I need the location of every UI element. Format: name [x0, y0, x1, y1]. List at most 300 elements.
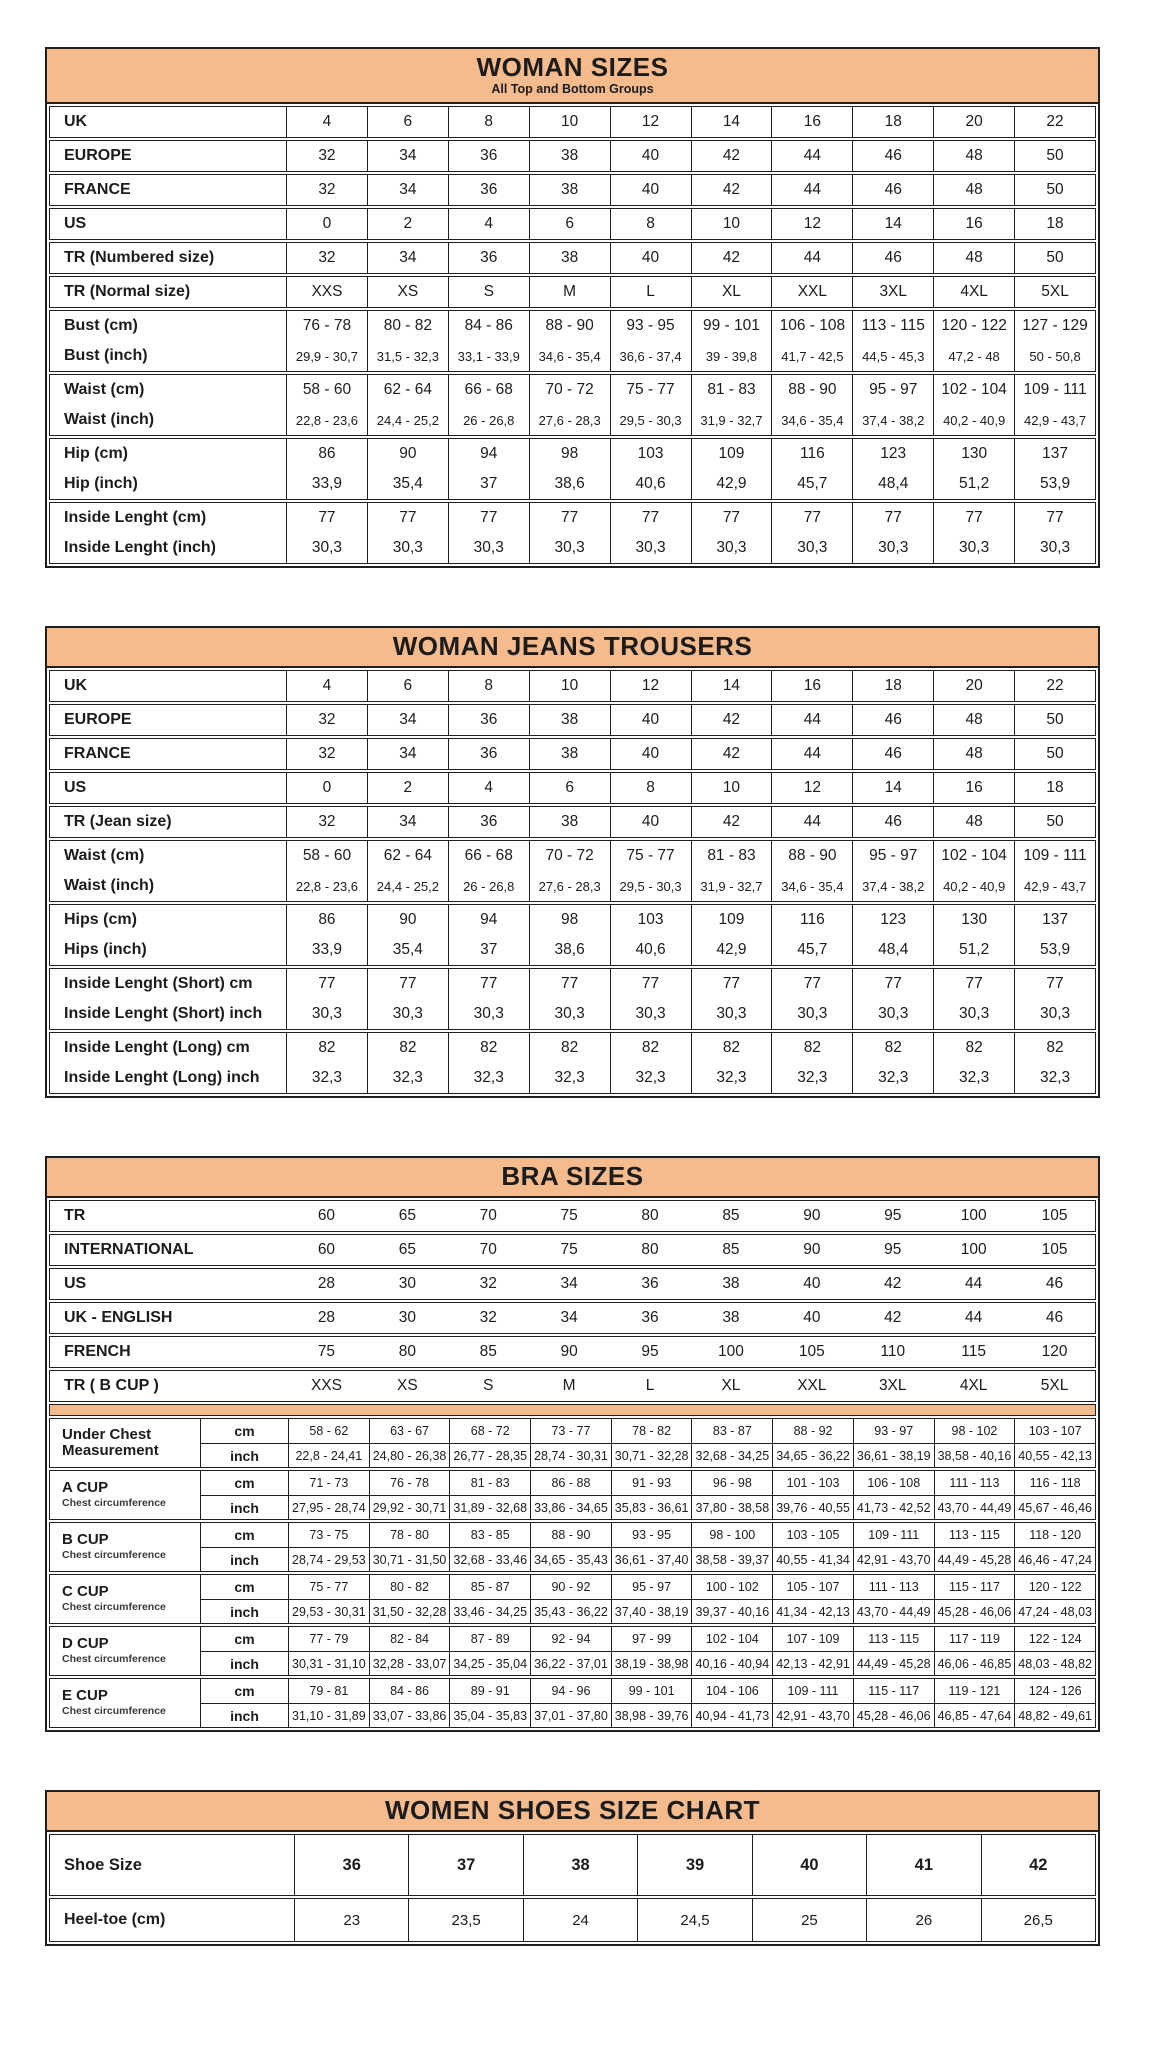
value-cell: 100: [960, 1241, 987, 1258]
value-cell: 88 - 90: [529, 311, 610, 341]
value-cell: 90 - 92: [530, 1575, 611, 1599]
value-cell: 102 - 104: [691, 1627, 772, 1651]
value-cell: 86: [286, 439, 367, 469]
table-row-group: [49, 806, 1096, 838]
row-label: Hips (inch): [64, 941, 147, 958]
row-label: TR (Numbered size): [64, 249, 215, 266]
unit-label: inch: [200, 1443, 288, 1467]
woman-sizes-header: [47, 49, 1098, 104]
value-cell: 77: [367, 969, 448, 999]
value-cell: 118 - 120: [1014, 1523, 1095, 1547]
value-cell: 30,31 - 31,10: [288, 1651, 369, 1675]
value-cell: 53,9: [1014, 469, 1095, 499]
value-cell: 71 - 73: [288, 1471, 369, 1495]
value-cell: 44,49 - 45,28: [934, 1547, 1015, 1571]
row-label: TR: [64, 1207, 86, 1224]
value-cell: 33,9: [286, 469, 367, 499]
value-cell: 32,3: [691, 1063, 772, 1093]
value-cell: 32,3: [933, 1063, 1014, 1093]
value-cell: 93 - 95: [611, 1523, 692, 1547]
value-cell: XS: [367, 277, 448, 307]
value-cell: XL: [691, 277, 772, 307]
value-cell: 29,5 - 30,3: [610, 405, 691, 435]
value-cell: 8: [610, 773, 691, 803]
value-cell: 32,3: [286, 1063, 367, 1093]
cup-label: [50, 1575, 200, 1623]
value-cell: 42,91 - 43,70: [772, 1703, 853, 1727]
cup-label: [50, 1627, 200, 1675]
value-cell: 40: [610, 175, 691, 205]
value-cell: 81 - 83: [449, 1471, 530, 1495]
value-cell: 86: [286, 905, 367, 935]
value-cell: 48: [933, 739, 1014, 769]
value-cell: 40,55 - 41,34: [772, 1547, 853, 1571]
value-cell: 48: [933, 141, 1014, 171]
table-row-group: [49, 1234, 1096, 1266]
value-cell: 58 - 60: [286, 375, 367, 405]
value-cell: 30,3: [1014, 999, 1095, 1029]
value-cell: 50 - 50,8: [1014, 341, 1095, 371]
value-cell: 81 - 83: [691, 375, 772, 405]
value-cell: 4: [286, 671, 367, 701]
row-label: Inside Lenght (Short) cm: [64, 975, 253, 992]
value-cell: 45,28 - 46,06: [853, 1703, 934, 1727]
value-cell: 88 - 90: [771, 375, 852, 405]
table-row-group: [49, 1834, 1096, 1896]
value-cell: 38,98 - 39,76: [611, 1703, 692, 1727]
value-cell: 40: [610, 243, 691, 273]
value-cell: L: [610, 277, 691, 307]
value-cell: 31,5 - 32,3: [367, 341, 448, 371]
value-cell: 38: [529, 141, 610, 171]
value-cell: 46,46 - 47,24: [1014, 1547, 1095, 1571]
value-cell: 42: [691, 243, 772, 273]
value-cell: 104 - 106: [691, 1679, 772, 1703]
value-cell: 44: [965, 1275, 983, 1292]
value-cell: 30,3: [529, 533, 610, 563]
value-cell: 50: [1014, 141, 1095, 171]
table-row-group: [49, 242, 1096, 274]
value-cell: 137: [1014, 905, 1095, 935]
table-row-group: [49, 1268, 1096, 1300]
value-cell: 14: [852, 209, 933, 239]
value-cell: 78 - 82: [611, 1419, 692, 1443]
value-cell: 41,7 - 42,5: [771, 341, 852, 371]
value-cell: 77: [852, 969, 933, 999]
separator-strip: [49, 1404, 1096, 1416]
cup-row-group: [49, 1522, 1096, 1572]
woman-sizes-title: WOMAN SIZES: [476, 52, 669, 82]
row-label: US: [64, 215, 87, 232]
value-cell: 98: [529, 905, 610, 935]
cup-row-group: [49, 1574, 1096, 1624]
row-label: Hip (inch): [64, 475, 138, 492]
value-cell: 40: [610, 141, 691, 171]
value-cell: 105: [798, 1343, 825, 1360]
value-cell: S: [448, 277, 529, 307]
value-cell: 42: [691, 807, 772, 837]
table-row-group: [49, 276, 1096, 308]
unit-label: cm: [200, 1679, 288, 1703]
value-cell: 38: [523, 1835, 637, 1895]
value-cell: 99 - 101: [691, 311, 772, 341]
value-cell: 28: [317, 1275, 336, 1292]
value-cell: 18: [852, 671, 933, 701]
row-label: Inside Lenght (Long) cm: [64, 1039, 250, 1056]
value-cell: 0: [286, 209, 367, 239]
row-label: UK - ENGLISH: [64, 1309, 173, 1326]
value-cell: 70: [479, 1207, 497, 1224]
value-cell: 36,6 - 37,4: [610, 341, 691, 371]
value-cell: 124 - 126: [1014, 1679, 1095, 1703]
value-cell: 48: [933, 175, 1014, 205]
value-cell: 32: [479, 1275, 497, 1292]
value-cell: 28,74 - 30,31: [530, 1443, 611, 1467]
value-cell: 38,58 - 39,37: [691, 1547, 772, 1571]
value-cell: 30,3: [771, 533, 852, 563]
women-shoes-size-chart-table: [45, 1790, 1100, 1946]
value-cell: 30,3: [933, 533, 1014, 563]
value-cell: 87 - 89: [449, 1627, 530, 1651]
value-cell: 35,04 - 35,83: [449, 1703, 530, 1727]
value-cell: 44: [771, 705, 852, 735]
value-cell: 46: [852, 175, 933, 205]
value-cell: 93 - 95: [610, 311, 691, 341]
row-label: INTERNATIONAL: [64, 1241, 194, 1258]
value-cell: 94: [448, 439, 529, 469]
value-cell: 30,3: [852, 533, 933, 563]
table-row-group: [49, 208, 1096, 240]
value-cell: XL: [721, 1377, 741, 1394]
value-cell: 97 - 99: [611, 1627, 692, 1651]
value-cell: 94: [448, 905, 529, 935]
value-cell: 109 - 111: [1014, 375, 1095, 405]
table-row-group: [49, 174, 1096, 206]
value-cell: 100: [718, 1343, 744, 1360]
value-cell: 42: [691, 175, 772, 205]
value-cell: 82: [933, 1033, 1014, 1063]
table-row-group: [49, 670, 1096, 702]
row-label: US: [64, 1275, 87, 1292]
value-cell: 18: [1014, 209, 1095, 239]
value-cell: XXL: [797, 1377, 827, 1394]
value-cell: 34,65 - 35,43: [530, 1547, 611, 1571]
row-label: Bust (inch): [64, 347, 148, 364]
value-cell: 10: [529, 107, 610, 137]
value-cell: 103: [610, 905, 691, 935]
value-cell: 38,6: [529, 935, 610, 965]
value-cell: 82: [1014, 1033, 1095, 1063]
value-cell: 77: [529, 503, 610, 533]
value-cell: 77: [448, 503, 529, 533]
value-cell: L: [645, 1377, 655, 1394]
table-row-group: [49, 1336, 1096, 1368]
value-cell: 12: [771, 209, 852, 239]
value-cell: 109: [691, 905, 772, 935]
value-cell: 34: [560, 1309, 578, 1326]
cup-label-main: C CUP: [62, 1582, 109, 1600]
value-cell: 85 - 87: [449, 1575, 530, 1599]
value-cell: 25: [752, 1899, 866, 1941]
value-cell: 42: [691, 141, 772, 171]
value-cell: 38,6: [529, 469, 610, 499]
cup-label-main: D CUP: [62, 1634, 109, 1652]
value-cell: 77: [771, 969, 852, 999]
value-cell: 37: [408, 1835, 522, 1895]
value-cell: 77: [1014, 969, 1095, 999]
value-cell: 26,5: [981, 1899, 1095, 1941]
value-cell: 39: [637, 1835, 751, 1895]
value-cell: 100 - 102: [691, 1575, 772, 1599]
row-label: Inside Lenght (Long) inch: [64, 1069, 260, 1086]
value-cell: 32,28 - 33,07: [369, 1651, 450, 1675]
value-cell: 113 - 115: [934, 1523, 1015, 1547]
table-row-group: [49, 904, 1096, 966]
value-cell: 123: [852, 439, 933, 469]
value-cell: 28,74 - 29,53: [288, 1547, 369, 1571]
value-cell: 44,49 - 45,28: [853, 1651, 934, 1675]
value-cell: 30: [398, 1309, 416, 1326]
table-row-group: [49, 1200, 1096, 1232]
cup-label: [50, 1523, 200, 1571]
value-cell: 3XL: [878, 1377, 907, 1394]
value-cell: 30,71 - 31,50: [369, 1547, 450, 1571]
woman-jeans-trousers-table: [45, 626, 1100, 1098]
value-cell: M: [562, 1377, 576, 1394]
value-cell: 30,3: [610, 533, 691, 563]
value-cell: 16: [771, 671, 852, 701]
value-cell: 102 - 104: [933, 841, 1014, 871]
value-cell: 36: [641, 1275, 659, 1292]
value-cell: 30,3: [691, 999, 772, 1029]
cup-label: [50, 1679, 200, 1727]
value-cell: 8: [610, 209, 691, 239]
value-cell: 34: [367, 705, 448, 735]
table-row-group: [49, 968, 1096, 1030]
value-cell: 38: [529, 807, 610, 837]
value-cell: 23: [294, 1899, 408, 1941]
table-row-group: [49, 374, 1096, 436]
row-label: Inside Lenght (Short) inch: [64, 1005, 263, 1022]
value-cell: 82: [852, 1033, 933, 1063]
value-cell: 77: [529, 969, 610, 999]
value-cell: 40,2 - 40,9: [933, 871, 1014, 901]
value-cell: 46: [1045, 1309, 1064, 1326]
value-cell: 30,3: [933, 999, 1014, 1029]
value-cell: 30,3: [529, 999, 610, 1029]
value-cell: 32: [286, 739, 367, 769]
value-cell: 34: [367, 141, 448, 171]
value-cell: 109: [691, 439, 772, 469]
value-cell: 34,25 - 35,04: [449, 1651, 530, 1675]
value-cell: 6: [367, 107, 448, 137]
value-cell: 26: [866, 1899, 980, 1941]
women-shoes-size-chart-title: WOMEN SHOES SIZE CHART: [384, 1795, 760, 1825]
value-cell: 47,2 - 48: [933, 341, 1014, 371]
value-cell: 34: [367, 243, 448, 273]
value-cell: 38: [529, 739, 610, 769]
unit-label: inch: [200, 1547, 288, 1571]
value-cell: 46: [852, 739, 933, 769]
value-cell: 77: [852, 503, 933, 533]
value-cell: 50: [1014, 807, 1095, 837]
value-cell: 96 - 98: [691, 1471, 772, 1495]
value-cell: 42: [691, 739, 772, 769]
value-cell: 105: [1041, 1207, 1068, 1224]
value-cell: 38: [722, 1275, 740, 1292]
value-cell: 80: [641, 1241, 659, 1258]
value-cell: S: [483, 1377, 494, 1394]
value-cell: 80: [641, 1207, 659, 1224]
value-cell: 10: [691, 209, 772, 239]
value-cell: 35,4: [367, 935, 448, 965]
value-cell: 24,4 - 25,2: [367, 871, 448, 901]
value-cell: 32: [286, 243, 367, 273]
value-cell: 38: [722, 1309, 740, 1326]
value-cell: 65: [398, 1241, 416, 1258]
row-label: TR (Normal size): [64, 283, 191, 300]
value-cell: 51,2: [933, 469, 1014, 499]
unit-label: cm: [200, 1575, 288, 1599]
value-cell: 4XL: [959, 1377, 988, 1394]
value-cell: 43,70 - 44,49: [934, 1495, 1015, 1519]
value-cell: 12: [610, 671, 691, 701]
value-cell: 70 - 72: [529, 375, 610, 405]
value-cell: 111 - 113: [853, 1575, 934, 1599]
value-cell: 22,8 - 23,6: [286, 871, 367, 901]
cup-sublabel: Chest circumference: [62, 1705, 166, 1718]
value-cell: 34: [367, 739, 448, 769]
value-cell: 82: [771, 1033, 852, 1063]
value-cell: 75: [560, 1241, 578, 1258]
unit-label: cm: [200, 1523, 288, 1547]
value-cell: 91 - 93: [611, 1471, 692, 1495]
value-cell: 12: [771, 773, 852, 803]
value-cell: 40,6: [610, 469, 691, 499]
row-label: Inside Lenght (cm): [64, 509, 207, 526]
value-cell: 75 - 77: [610, 375, 691, 405]
value-cell: 62 - 64: [367, 375, 448, 405]
value-cell: 30,3: [610, 999, 691, 1029]
value-cell: 36,22 - 37,01: [530, 1651, 611, 1675]
value-cell: 40,55 - 42,13: [1014, 1443, 1095, 1467]
value-cell: 35,43 - 36,22: [530, 1599, 611, 1623]
value-cell: 81 - 83: [691, 841, 772, 871]
table-row-group: [49, 772, 1096, 804]
value-cell: 95: [884, 1241, 902, 1258]
value-cell: 0: [286, 773, 367, 803]
value-cell: 83 - 87: [691, 1419, 772, 1443]
value-cell: 115: [961, 1343, 986, 1360]
value-cell: 33,1 - 33,9: [448, 341, 529, 371]
value-cell: 40: [752, 1835, 866, 1895]
value-cell: 32: [286, 175, 367, 205]
value-cell: 24: [523, 1899, 637, 1941]
value-cell: 38,19 - 38,98: [611, 1651, 692, 1675]
value-cell: 103 - 107: [1014, 1419, 1095, 1443]
value-cell: 84 - 86: [448, 311, 529, 341]
value-cell: 48,4: [852, 935, 933, 965]
value-cell: 37,01 - 37,80: [530, 1703, 611, 1727]
value-cell: 77 - 79: [288, 1627, 369, 1651]
value-cell: 36: [641, 1309, 659, 1326]
value-cell: 48: [933, 807, 1014, 837]
value-cell: 42,9 - 43,7: [1014, 871, 1095, 901]
bra-sizes-body: [47, 1198, 1098, 1730]
value-cell: 4: [448, 773, 529, 803]
value-cell: 109 - 111: [853, 1523, 934, 1547]
value-cell: 109 - 111: [772, 1679, 853, 1703]
value-cell: 66 - 68: [448, 375, 529, 405]
value-cell: 32,3: [852, 1063, 933, 1093]
value-cell: 46,06 - 46,85: [934, 1651, 1015, 1675]
unit-label: inch: [200, 1495, 288, 1519]
value-cell: 32,68 - 34,25: [691, 1443, 772, 1467]
value-cell: 34,6 - 35,4: [771, 405, 852, 435]
value-cell: 116 - 118: [1014, 1471, 1095, 1495]
value-cell: 77: [448, 969, 529, 999]
value-cell: 98 - 100: [691, 1523, 772, 1547]
value-cell: 36: [448, 175, 529, 205]
value-cell: 38,58 - 40,16: [934, 1443, 1015, 1467]
woman-jeans-trousers-title: WOMAN JEANS TROUSERS: [392, 631, 753, 661]
value-cell: 63 - 67: [369, 1419, 450, 1443]
value-cell: XS: [397, 1377, 418, 1394]
value-cell: 16: [933, 773, 1014, 803]
value-cell: 127 - 129: [1014, 311, 1095, 341]
value-cell: 32: [286, 705, 367, 735]
value-cell: 24,4 - 25,2: [367, 405, 448, 435]
value-cell: 12: [610, 107, 691, 137]
cup-label: [50, 1419, 200, 1467]
value-cell: 100: [960, 1207, 987, 1224]
value-cell: 31,50 - 32,28: [369, 1599, 450, 1623]
table-row-group: [49, 106, 1096, 138]
value-cell: 30: [398, 1275, 416, 1292]
value-cell: 105: [1041, 1241, 1068, 1258]
value-cell: 80 - 82: [369, 1575, 450, 1599]
value-cell: 70 - 72: [529, 841, 610, 871]
value-cell: 78 - 80: [369, 1523, 450, 1547]
value-cell: 32: [286, 807, 367, 837]
value-cell: 40: [610, 739, 691, 769]
value-cell: 90: [803, 1241, 821, 1258]
value-cell: 77: [933, 969, 1014, 999]
value-cell: 30,3: [448, 999, 529, 1029]
value-cell: 117 - 119: [934, 1627, 1015, 1651]
value-cell: 42,9: [691, 469, 772, 499]
row-label: TR ( B CUP ): [64, 1377, 159, 1394]
value-cell: 85: [722, 1207, 740, 1224]
value-cell: 42: [981, 1835, 1095, 1895]
table-row-group: [49, 704, 1096, 736]
women-shoes-size-chart-header: [47, 1792, 1098, 1832]
value-cell: 37,40 - 38,19: [611, 1599, 692, 1623]
cup-sublabel: Chest circumference: [62, 1497, 166, 1510]
value-cell: 42,9: [691, 935, 772, 965]
value-cell: 30,3: [691, 533, 772, 563]
value-cell: 5XL: [1040, 1377, 1069, 1394]
value-cell: 58 - 62: [288, 1419, 369, 1443]
value-cell: 33,46 - 34,25: [449, 1599, 530, 1623]
row-label: UK: [64, 677, 88, 694]
value-cell: 36: [448, 807, 529, 837]
value-cell: 42,91 - 43,70: [853, 1547, 934, 1571]
value-cell: 32,3: [367, 1063, 448, 1093]
row-label: US: [64, 779, 87, 796]
value-cell: 50: [1014, 243, 1095, 273]
value-cell: 65: [398, 1207, 416, 1224]
